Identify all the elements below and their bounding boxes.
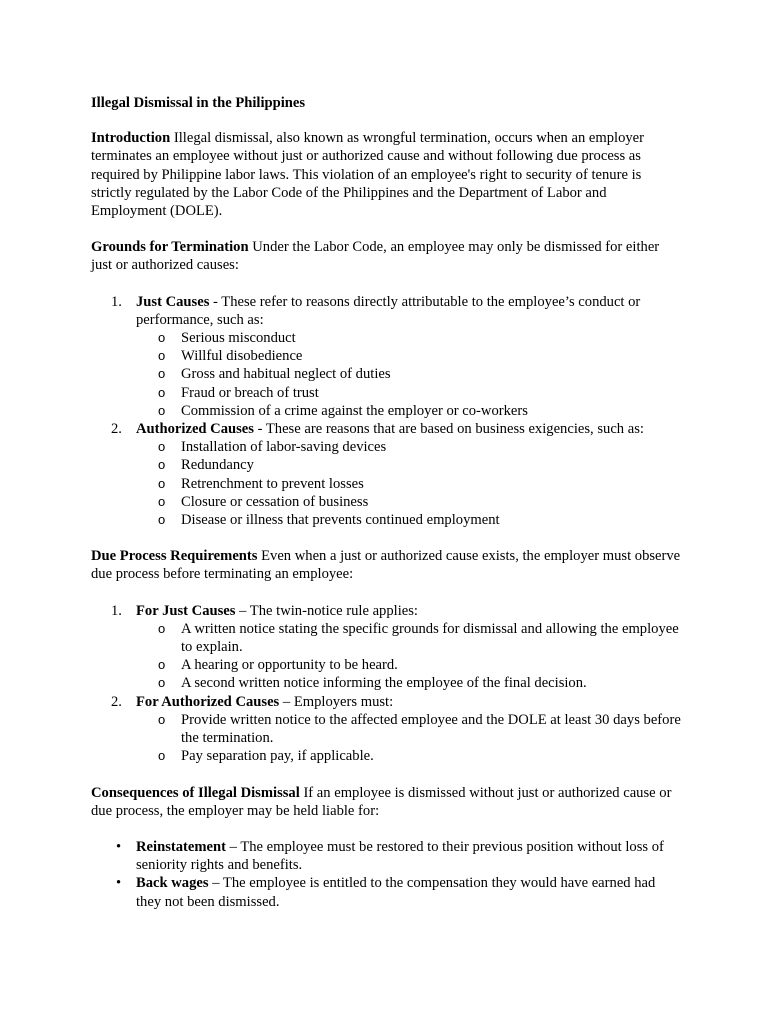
bullet-icon: • [116,875,122,892]
sublist-item: o Fraud or breach of trust [158,384,319,401]
intro-text: Illegal dismissal, also known as wrongful termination, occurs when an employer terminates an employee without just or authorized cause and without following due process as required by Philippine labor laws. This violation of an employee's right to security of tenure is strictly regulated by the Labor Code of the Philippines and the Department of Labor and Employment (DOLE). [91,130,645,220]
sub-bullet-icon: o [158,711,166,727]
sub-bullet-icon: o [158,475,166,491]
document-body [91,94,681,929]
sub-bullet-icon: o [158,457,166,473]
due-process-list [91,602,681,766]
list-number: 1. [111,602,122,619]
list-item-text: – Employers must: [279,693,394,710]
sublist-item: o A second written notice informing the employee of the final decision. [158,675,587,692]
sub-bullet-icon: o [158,620,166,636]
bullet-icon: • [116,838,122,855]
sublist-item: o Redundancy [158,457,254,474]
list-item-label: Just Causes [136,293,210,310]
list-item-text: – The employee must be restored to their previous position without loss of seniority rights and benefits. [136,838,664,874]
sub-bullet-icon: o [158,439,166,455]
list-item-label: For Just Causes [136,602,236,619]
grounds-list [91,293,681,530]
grounds-heading: Grounds for Termination [91,239,249,256]
list-item [91,874,681,910]
list-item-label: Reinstatement [136,838,226,855]
grounds-paragraph [91,238,681,274]
sub-bullet-icon: o [158,512,166,528]
sublist-item: o Commission of a crime against the employer or co-workers [158,402,528,419]
list-item-text: – The twin-notice rule applies: [235,602,418,619]
sublist-item: o Closure or cessation of business [158,493,369,510]
sublist-item: o A hearing or opportunity to be heard. [158,657,398,674]
sublist-item: o Willful disobedience [158,348,303,365]
sub-bullet-icon: o [158,748,166,764]
document-title: Illegal Dismissal in the Philippines [91,95,306,111]
sublist-item: o Retrenchment to prevent losses [158,475,364,492]
list-item-text: - These refer to reasons directly attributable to the employee’s conduct or performance, such as: [136,293,641,328]
intro-paragraph [91,129,681,220]
list-item [91,838,681,874]
sublist-item: o Installation of labor-saving devices [158,439,387,456]
intro-heading: Introduction [91,130,171,147]
consequences-text: If an employee is dismissed without just or authorized cause or due process, the employer may be held liable for: [91,784,672,819]
list-item [91,693,681,766]
sublist-item: o Gross and habitual neglect of duties [158,366,391,383]
due-process-text: Even when a just or authorized cause exists, the employer must observe due process before terminating an employee: [91,548,681,583]
sublist [136,711,681,766]
sublist [136,438,681,529]
list-item [91,602,681,693]
list-item-text: - These are reasons that are based on business exigencies, such as: [253,421,644,438]
sub-bullet-icon: o [158,675,166,691]
sub-bullet-icon: o [158,330,166,346]
consequences-heading: Consequences of Illegal Dismissal [91,784,300,801]
sub-bullet-icon: o [158,384,166,400]
list-item-label: Back wages [136,875,209,892]
sub-bullet-icon: o [158,348,166,364]
sublist-item: o Pay separation pay, if applicable. [158,748,374,765]
list-item-label: Authorized Causes [136,421,254,438]
list-item-text: – The employee is entitled to the compensation they would have earned had they not been dismissed. [136,875,656,910]
list-item [91,293,681,420]
list-number: 2. [111,693,122,710]
due-process-heading: Due Process Requirements [91,548,258,565]
list-item-label: For Authorized Causes [136,693,280,710]
sublist-item: o A written notice stating the specific grounds for dismissal and allowing the employee to explain. [158,620,679,656]
grounds-text: Under the Labor Code, an employee may only be dismissed for either just or authorized causes: [91,239,660,274]
sub-bullet-icon: o [158,366,166,382]
consequences-list [91,838,681,911]
sub-bullet-icon: o [158,402,166,418]
sublist-item: o Serious misconduct [158,330,296,347]
sub-bullet-icon: o [158,657,166,673]
due-process-paragraph [91,547,681,583]
list-item [91,420,681,529]
sub-bullet-icon: o [158,493,166,509]
sublist-item: o Provide written notice to the affected employee and the DOLE at least 30 days before the termination. [158,711,681,747]
list-number: 2. [111,421,122,438]
sublist-item: o Disease or illness that prevents continued employment [158,512,500,529]
sublist [136,329,681,420]
sublist [136,620,681,693]
consequences-paragraph [91,784,681,820]
list-number: 1. [111,293,122,310]
